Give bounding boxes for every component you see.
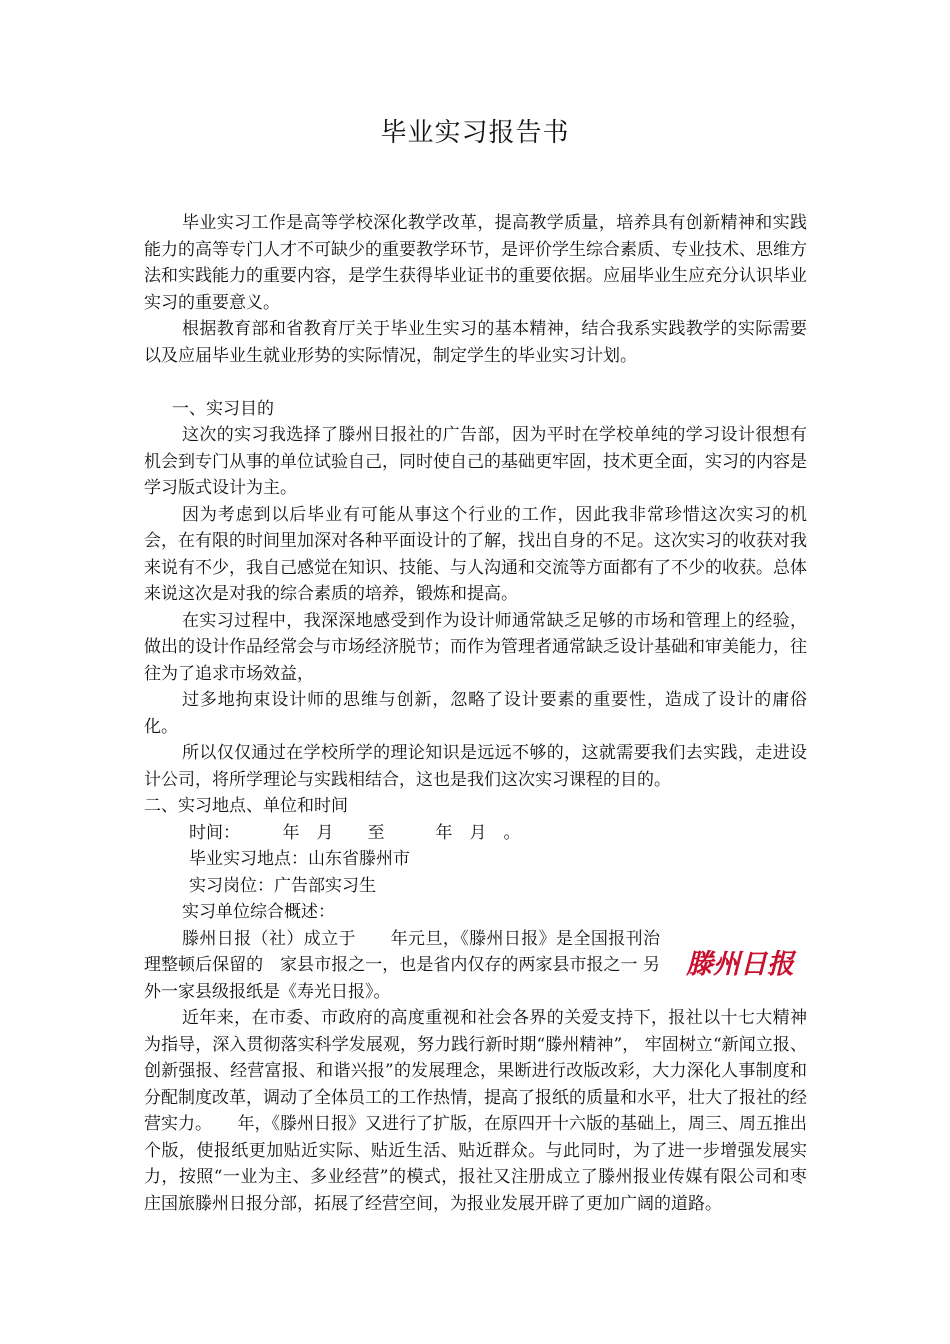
section-paragraph: 因为考虑到以后毕业有可能从事这个行业的工作，因此我非常珍惜这次实习的机会，在有限的时间里加深对各种平面设计的了解，找出自身的不足。这次实习的收获对我来说有不少，我自己感觉在知识、技能、与人沟通和交流等方面都有了不少的收获。总体来说这次是对我的综合素质的培养，锻炼和提高。 (144, 504, 807, 604)
newspaper-logo (672, 932, 807, 992)
logo-text: 滕州日报 (685, 948, 794, 980)
section-paragraph: 过多地拘束设计师的思维与创新，忽略了设计要素的重要性，造成了设计的庸俗化。 (144, 690, 807, 737)
section-paragraph: 在实习过程中，我深深地感受到作为设计师通常缺乏足够的市场和管理上的经验，做出的设计作品经常会与市场经济脱节；而作为管理者通常缺乏设计基础和审美能力，往往为了追求市场效益， (144, 610, 807, 684)
section-paragraph: 这次的实习我选择了滕州日报社的广告部，因为平时在学校单纯的学习设计很想有机会到专门从事的单位试验自己，同时使自己的基础更牢固，技术更全面，实习的内容是学习版式设计为主。 (144, 425, 807, 498)
document-title: 毕业实习报告书 (380, 118, 570, 148)
intro-paragraph: 毕业实习工作是高等学校深化教学改革，提高教学质量，培养具有创新精神和实践能力的高等专门人才不可缺少的重要教学环节，是评价学生综合素质、专业技术、思维方法和实践能力的重要内容，是学生获得毕业证书的重要依据。应届毕业生应充分认识毕业实习的重要意义。 (144, 213, 807, 313)
section-paragraph: 所以仅仅通过在学校所学的理论知识是远远不够的，这就需要我们去实践，走进设计公司，将所学理论与实践相结合，这也是我们这次实习课程的目的。 (144, 743, 807, 790)
section-heading: 一、实习目的 (172, 398, 274, 419)
internship-time: 时间： 年 月 至 年 月 。 (189, 822, 521, 843)
internship-position: 实习岗位：广告部实习生 (189, 875, 376, 896)
newspaper-logo-image (680, 937, 800, 987)
section-heading: 二、实习地点、单位和时间 (144, 796, 348, 816)
internship-location: 毕业实习地点：山东省滕州市 (189, 849, 410, 869)
overview-paragraph: 滕州日报（社）成立于 年元旦，《滕州日报》是全国报刊治理整顿后保留的 家县市报之一，也是省内仅存的两家县市报之一 另外一家县级报纸是《寿光日报》。 (144, 928, 660, 1002)
intro-paragraph: 根据教育部和省教育厅关于毕业生实习的基本精神，结合我系实践教学的实际需要以及应届毕业生就业形势的实际情况，制定学生的毕业实习计划。 (144, 319, 807, 366)
overview-paragraph: 近年来，在市委、市政府的高度重视和社会各界的关爱支持下，报社以十七大精神为指导，深入贯彻落实科学发展观，努力践行新时期“滕州精神”， 牢固树立“新闻立报、创新强报、经营富报、和谐兴报”的发展理念，果断进行改版改彩，大力深化人事制度和分配制度改革，调动了全体员工的工作热情，提高了报纸的质量和水平，壮大了报社的经营实力。 年，《滕州日报》又进行了扩版，在原四开十六版的基础上，周三、周五推出 个版，使报纸更加贴近实际、贴近生活、贴近群众。与此同时，为了进一步增强发展实力，按照“一业为主、多业经营”的模式，报社又注册成立了滕州报业传媒有限公司和枣庄国旅滕州日报分部，拓展了经营空间，为报业发展开辟了更加广阔的道路。 (144, 1008, 824, 1214)
overview-heading: 实习单位综合概述： (182, 902, 335, 922)
spacer (144, 369, 807, 396)
document-body (144, 210, 824, 1217)
